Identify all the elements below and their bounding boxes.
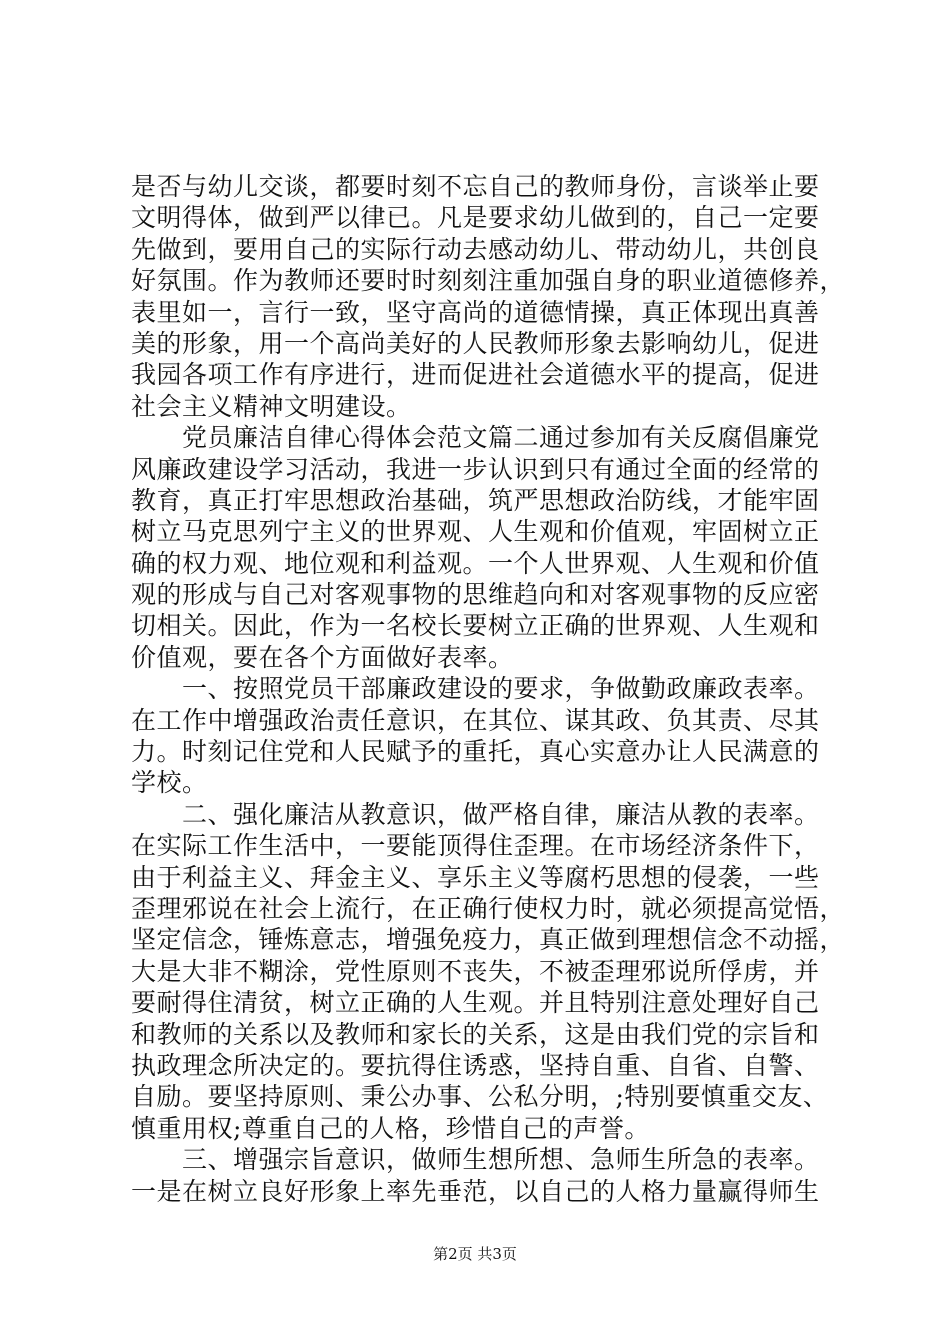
text-line: 切相关。因此，作为一名校长要树立正确的世界观、人生观和	[131, 611, 820, 641]
text-line: 表里如一，言行一致，坚守高尚的道德情操，真正体现出真善	[131, 297, 820, 327]
text-line: 大是大非不糊涂，党性原则不丧失，不被歪理邪说所俘虏，并	[131, 956, 820, 986]
text-line: 三、增强宗旨意识，做师生想所想、急师生所急的表率。	[131, 1145, 820, 1175]
text-line: 社会主义精神文明建设。	[131, 391, 412, 421]
text-line: 好氛围。作为教师还要时时刻刻注重加强自身的职业道德修养，	[131, 266, 846, 296]
text-line: 树立马克思列宁主义的世界观、人生观和价值观，牢固树立正	[131, 517, 820, 547]
text-line: 二、强化廉洁从教意识，做严格自律，廉洁从教的表率。	[131, 799, 820, 829]
text-line: 我园各项工作有序进行，进而促进社会道德水平的提高，促进	[131, 360, 820, 390]
text-line: 学校。	[131, 768, 208, 798]
text-line: 力。时刻记住党和人民赋予的重托，真心实意办让人民满意的	[131, 737, 820, 767]
body-text	[131, 171, 846, 1207]
text-line: 坚定信念，锤炼意志，增强免疫力，真正做到理想信念不动摇，	[131, 925, 846, 955]
text-line: 一是在树立良好形象上率先垂范，以自己的人格力量赢得师生	[131, 1176, 820, 1206]
text-line: 是否与幼儿交谈，都要时刻不忘自己的教师身份，言谈举止要	[131, 172, 820, 201]
text-line: 执政理念所决定的。要抗得住诱惑，坚持自重、自省、自警、	[131, 1050, 820, 1080]
text-line: 先做到，要用自己的实际行动去感动幼儿、带动幼儿，共创良	[131, 234, 820, 264]
text-line: 歪理邪说在社会上流行，在正确行使权力时，就必须提高觉悟，	[131, 893, 846, 923]
text-line: 文明得体，做到严以律已。凡是要求幼儿做到的，自己一定要	[131, 203, 820, 233]
text-line: 在工作中增强政治责任意识，在其位、谋其政、负其责、尽其	[131, 705, 820, 735]
text-line: 风廉政建设学习活动，我进一步认识到只有通过全面的经常的	[131, 454, 820, 484]
text-line: 价值观，要在各个方面做好表率。	[131, 642, 514, 672]
text-line: 由于利益主义、拜金主义、享乐主义等腐朽思想的侵袭，一些	[131, 862, 820, 892]
text-line: 自励。要坚持原则、秉公办事、公私分明，;特别要慎重交友、	[131, 1082, 829, 1112]
text-line: 美的形象，用一个高尚美好的人民教师形象去影响幼儿，促进	[131, 328, 820, 358]
text-line: 慎重用权;尊重自己的人格，珍惜自己的声誉。	[131, 1113, 650, 1143]
text-line: 确的权力观、地位观和利益观。一个人世界观、人生观和价值	[131, 548, 820, 578]
text-line: 观的形成与自己对客观事物的思维趋向和对客观事物的反应密	[131, 580, 820, 610]
text-line: 一、按照党员干部廉政建设的要求，争做勤政廉政表率。	[131, 674, 820, 704]
text-line: 要耐得住清贫，树立正确的人生观。并且特别注意处理好自己	[131, 988, 820, 1018]
text-line: 在实际工作生活中，一要能顶得住歪理。在市场经济条件下，	[131, 831, 820, 861]
text-line: 党员廉洁自律心得体会范文篇二通过参加有关反腐倡廉党	[131, 423, 820, 453]
text-line: 和教师的关系以及教师和家长的关系，这是由我们党的宗旨和	[131, 1019, 820, 1049]
page-number-footer: 第2页 共3页	[433, 1245, 517, 1263]
text-line: 教育，真正打牢思想政治基础，筑严思想政治防线，才能牢固	[131, 485, 820, 515]
